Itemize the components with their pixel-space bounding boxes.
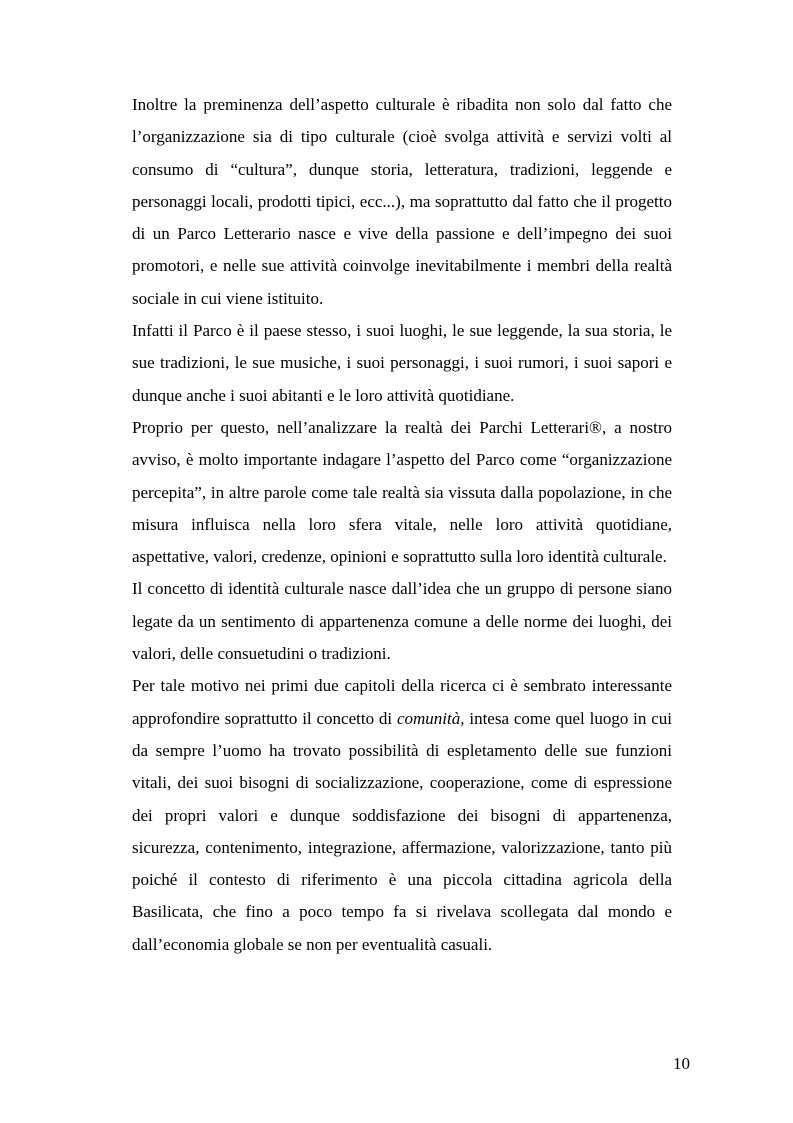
paragraph-1: Inoltre la preminenza dell’aspetto culturale è ribadita non solo dal fatto che l’organizzazione sia di tipo culturale (cioè svolga attività e servizi volti al consumo di “cultura”, dunque storia, letteratura, tradizioni, leggende e personaggi locali, prodotti tipici, ecc...), ma soprattutto dal fatto che il progetto di un Parco Letterario nasce e vive della passione e dell’impegno dei suoi promotori, e nelle sue attività coinvolge inevitabilmente i membri della realtà sociale in cui viene istituito. xyxy=(132,95,672,308)
paragraph-4: Il concetto di identità culturale nasce dall’idea che un gruppo di persone siano legate da un sentimento di appartenenza comune a delle norme dei luoghi, dei valori, delle consuetudini o tradizioni. xyxy=(132,579,672,664)
page-number: 10 xyxy=(673,1054,690,1073)
body-text xyxy=(132,89,672,961)
paragraph-2: Infatti il Parco è il paese stesso, i suoi luoghi, le sue leggende, la sua storia, le sue tradizioni, le sue musiche, i suoi personaggi, i suoi rumori, i suoi sapori e dunque anche i suoi abitanti e le loro attività quotidiane. xyxy=(132,321,672,405)
paragraph-5-text-before: Per tale motivo nei primi due capitoli della ricerca ci è sembrato interessante approfondire soprattutto il concetto di xyxy=(132,676,672,728)
emphasized-term: comunità xyxy=(396,708,461,728)
paragraph-5 xyxy=(132,670,672,961)
paragraph-3: Proprio per questo, nell’analizzare la realtà dei Parchi Letterari®, a nostro avviso, è molto importante indagare l’aspetto del Parco come “organizzazione percepita”, in altre parole come tale realtà sia vissuta dalla popolazione, in che misura influisca nella loro sfera vitale, nelle loro attività quotidiane, aspettative, valori, credenze, opinioni e soprattutto sulla loro identità culturale. xyxy=(132,417,672,567)
paragraph-5-text-after: , intesa come quel luogo in cui da sempre l’uomo ha trovato possibilità di espletamento delle sue funzioni vitali, dei suoi bisogni di socializzazione, cooperazione, come di espressione dei propri valori e dunque soddisfazione dei bisogni di appartenenza, sicurezza, contenimento, integrazione, affermazione, valorizzazione, tanto più poiché il contesto di riferimento è una piccola cittadina agricola della Basilicata, che fino a poco tempo fa si rivelava scollegata dal mondo e dall’economia globale se non per eventualità casuali. xyxy=(132,708,672,954)
